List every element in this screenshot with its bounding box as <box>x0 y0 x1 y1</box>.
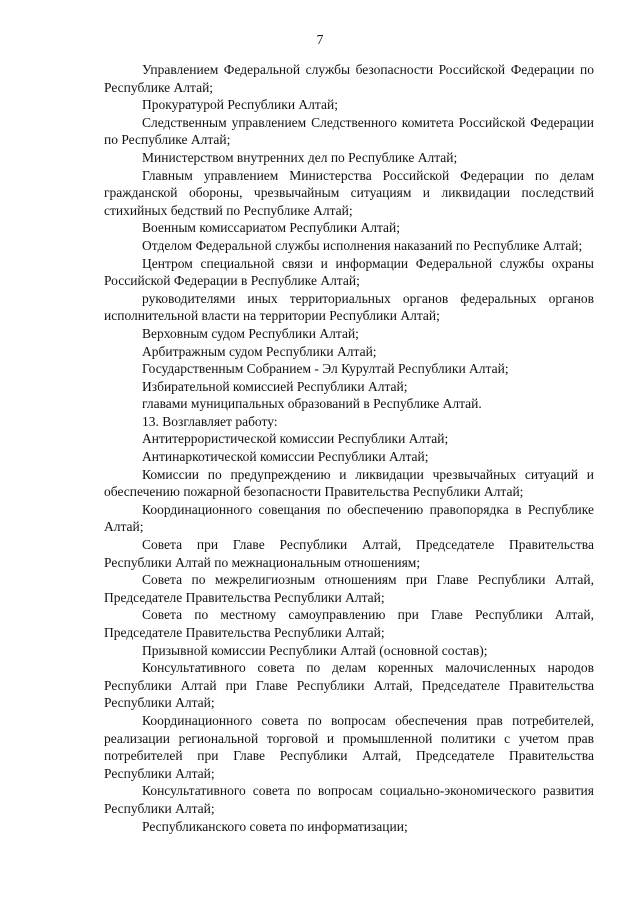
paragraph: Координационного совета по вопросам обеспечения прав потребителей, реализации региональной торговой и промышленной политики с учетом прав потребителей при Главе Республики Алтай, Председателе Правительства Республики Алтай; <box>104 712 594 781</box>
document-body <box>104 61 594 835</box>
paragraph: Антинаркотической комиссии Республики Алтай; <box>142 449 429 465</box>
paragraph: Министерством внутренних дел по Республике Алтай; <box>142 149 458 165</box>
paragraph: Отделом Федеральной службы исполнения наказаний по Республике Алтай; <box>142 237 583 253</box>
page-number: 7 <box>316 32 324 47</box>
paragraph: Избирательной комиссией Республики Алтай; <box>142 378 408 394</box>
paragraph: Совета при Главе Республики Алтай, Председателе Правительства Республики Алтай по межнациональным отношениям; <box>104 537 594 570</box>
paragraph: Комиссии по предупреждению и ликвидации чрезвычайных ситуаций и обеспечению пожарной безопасности Правительства Республики Алтай; <box>104 466 594 500</box>
paragraph: Антитеррористической комиссии Республики Алтай; <box>142 431 449 447</box>
section-heading: 13. Возглавляет работу: <box>142 413 278 429</box>
paragraph: Военным комиссариатом Республики Алтай; <box>142 220 400 236</box>
paragraph: главами муниципальных образований в Республике Алтай. <box>142 396 482 412</box>
paragraph: Центром специальной связи и информации Федеральной службы охраны Российской Федерации в Республике Алтай; <box>104 255 594 289</box>
paragraph: Консультативного совета по вопросам социально-экономического развития Республики Алтай; <box>104 783 594 816</box>
paragraph: Республиканского совета по информатизации; <box>142 818 408 834</box>
paragraph: Главным управлением Министерства Российской Федерации по делам гражданской обороны, чрезвычайным ситуациям и ликвидации последствий стихийных бедствий по Республике Алтай; <box>104 167 594 218</box>
paragraph: Консультативного совета по делам коренных малочисленных народов Республики Алтай при Главе Республики Алтай, Председателе Правительства Республики Алтай; <box>104 660 594 711</box>
paragraph: Призывной комиссии Республики Алтай (основной состав); <box>142 642 488 658</box>
paragraph: Государственным Собранием - Эл Курултай Республики Алтай; <box>142 361 509 377</box>
paragraph: Управлением Федеральной службы безопасности Российской Федерации по Республике Алтай; <box>104 62 594 95</box>
paragraph: Прокуратурой Республики Алтай; <box>142 97 338 113</box>
paragraph: Арбитражным судом Республики Алтай; <box>142 343 377 359</box>
paragraph: Координационного совещания по обеспечению правопорядка в Республике Алтай; <box>104 501 594 535</box>
paragraph: руководителями иных территориальных органов федеральных органов исполнительной власти на территории Республики Алтай; <box>104 290 594 324</box>
paragraph: Совета по межрелигиозным отношениям при Главе Республики Алтай, Председателе Правительства Республики Алтай; <box>104 572 594 605</box>
paragraph: Совета по местному самоуправлению при Главе Республики Алтай, Председателе Правительства Республики Алтай; <box>104 607 594 640</box>
paragraph: Верховным судом Республики Алтай; <box>142 325 359 341</box>
paragraph: Следственным управлением Следственного комитета Российской Федерации по Республике Алтай; <box>104 114 594 148</box>
